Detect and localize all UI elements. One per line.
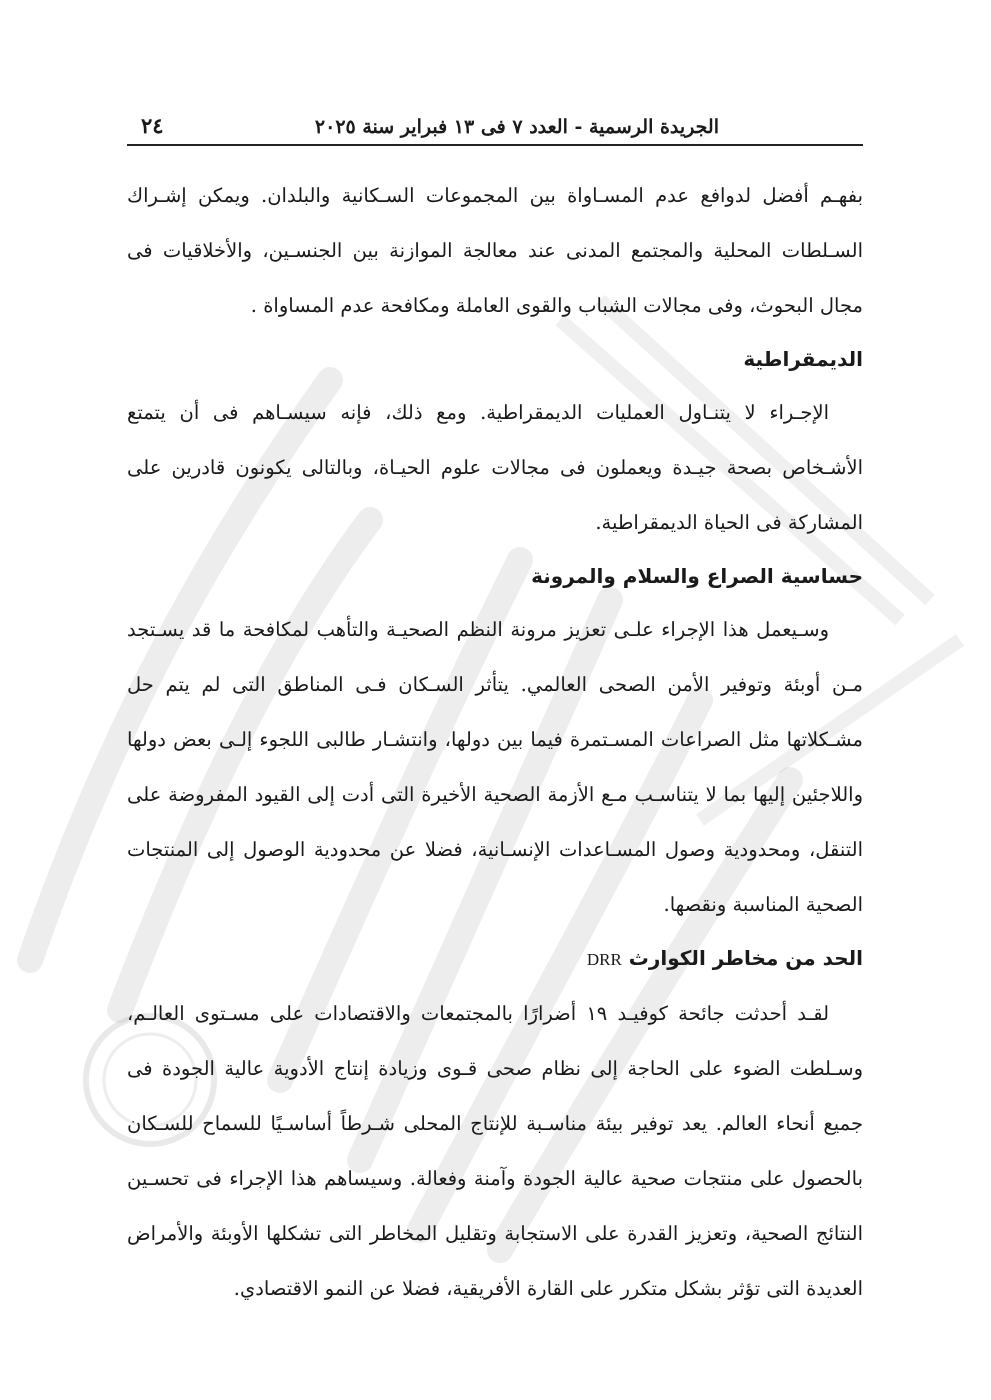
page-header <box>127 100 863 146</box>
paragraph-democracy: الإجـراء لا يتنـاول العمليات الديمقراطية. ومع ذلك، فإنه سيسـاهم فى أن يتمتع الأشـخاص بصحة جيـدة ويعملون فى مجالات علوم الحيـاة، وبالتالى يكونون قادرين على المشاركة فى الحياة الديمقراطية. <box>127 401 863 534</box>
paragraph-gender-equality: بفهـم أفضل لدوافع عدم المسـاواة بين المجموعات السـكانية والبلدان. ويمكن إشـراك السـلطات المحلية والمجتمع المدنى عند معالجة الموازنة بين الجنسـين، والأخلاقيات فى مجال البحوث، وفى مجالات الشباب والقوى العاملة ومكافحة عدم المساواة . <box>127 184 863 317</box>
heading-drr-text: الحد من مخاطر الكوارث <box>628 946 863 970</box>
page-number: ٢٤ <box>141 113 164 138</box>
heading-conflict-sensitivity: حساسية الصراع والسلام والمرونة <box>531 564 863 588</box>
heading-drr-abbreviation: DRR <box>586 950 622 969</box>
page-content <box>127 168 863 1316</box>
header-title: الجريدة الرسمية - العدد ٧ فى ١٣ فبراير سنة ٢٠٢٥ <box>314 116 719 138</box>
heading-democracy: الديمقراطية <box>743 347 863 371</box>
paragraph-conflict-sensitivity: وسـيعمل هذا الإجراء علـى تعزيز مرونة النظم الصحيـة والتأهب لمكافحة ما قد يسـتجد مـن أوبئة وتوفير الأمن الصحى العالمي. يتأثر السـكان فـى المناطق التى لم يتم حل مشـكلاتها مثل الصراعات المسـتمرة فيما بين دولها، وانتشـار طالبى اللجوء إلـى بعض دولها واللاجئين إليها بما لا يتناسـب مـع الأزمة الصحية الأخيرة التى أدت إلى القيود المفروضة على التنقل، ومحدودية وصول المسـاعدات الإنسـانية، فضلا عن محدودية الوصول إلى المنتجات الصحية المناسبة ونقصها. <box>127 618 863 916</box>
paragraph-disaster-risk-reduction: لقـد أحدثت جائحة كوفيـد ١٩ أضرارًا بالمجتمعات والاقتصادات على مسـتوى العالـم، وسـلطت الضوء على الحاجة إلى نظام صحى قـوى وزيادة إنتاج الأدوية عالية الجودة فى جميع أنحاء العالم. يعد توفير بيئة مناسـبة للإنتاج المحلى شـرطاً أساسـيًا للسماح للسـكان بالحصول على منتجات صحية عالية الجودة وآمنة وفعالة. وسيساهم هذا الإجراء فى تحسـين النتائج الصحية، وتعزيز القدرة على الاستجابة وتقليل المخاطر التى تشكلها الأوبئة والأمراض العديدة التى تؤثر بشكل متكرر على القارة الأفريقية، فضلا عن النمو الاقتصادي. <box>127 1002 863 1300</box>
gazette-page <box>127 100 863 1316</box>
heading-disaster-risk-reduction <box>127 932 863 986</box>
